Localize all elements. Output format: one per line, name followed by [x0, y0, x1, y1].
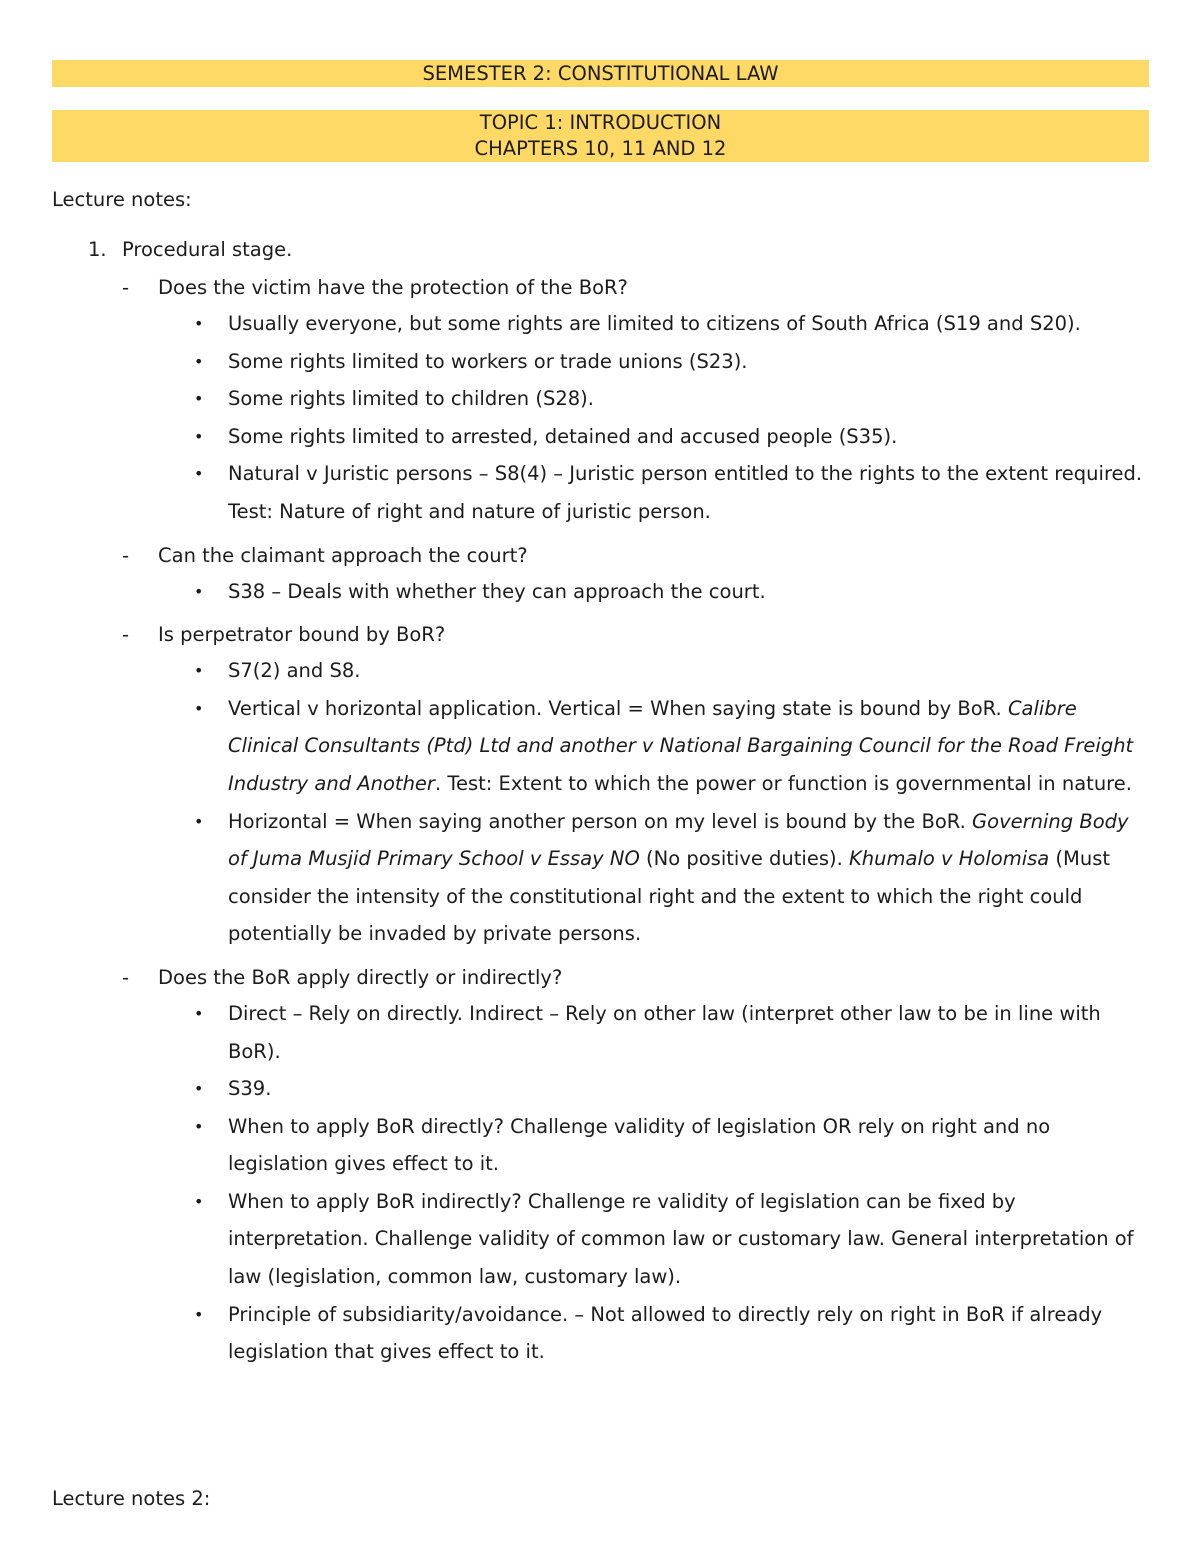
list-item — [52, 652, 1149, 690]
case-citation: Governing Body of Juma Musjid Primary School v Essay NO — [228, 809, 1129, 871]
dash-marker: - — [122, 543, 130, 567]
bullet-list — [52, 995, 1149, 1371]
bullet-icon: • — [194, 1079, 204, 1099]
semester-title: SEMESTER 2: CONSTITUTIONAL LAW — [422, 62, 779, 85]
bullet-text-post: . Test: Extent to which the power or function is governmental in nature. — [434, 771, 1132, 795]
list-item — [52, 305, 1149, 343]
document-page — [52, 60, 1149, 1371]
bullet-icon: • — [194, 314, 204, 333]
bullet-text: Usually everyone, but some rights are limited to citizens of South Africa (S19 and S20). — [228, 312, 1081, 335]
sections-container — [52, 275, 1149, 1371]
list-item — [52, 455, 1149, 530]
bullet-icon: • — [194, 426, 204, 446]
lecture-notes-2-label: Lecture notes 2: — [52, 1487, 211, 1510]
dash-marker: - — [122, 623, 130, 647]
list-number: 1. — [88, 238, 107, 261]
list-item — [52, 1296, 1149, 1371]
list-item — [52, 1183, 1149, 1296]
section-question — [52, 275, 1149, 301]
section-question — [52, 622, 1149, 648]
question-text: Is perpetrator bound by BoR? — [158, 623, 446, 647]
bullet-text: S38 – Deals with whether they can approach the court. — [228, 579, 766, 603]
question-text: Can the claimant approach the court? — [158, 543, 528, 567]
bullet-text: Principle of subsidiarity/avoidance. – Not allowed to directly rely on right in BoR if already legislation that gives effect to it. — [228, 1302, 1103, 1364]
bullet-text: Natural v Juristic persons – S8(4) – Juristic person entitled to the rights to the extent required. Test: Nature of right and nature of juristic person. — [228, 462, 1143, 523]
bullet-icon: • — [194, 351, 204, 371]
bullet-icon: • — [194, 1116, 204, 1136]
list-item — [52, 418, 1149, 456]
section-question — [52, 965, 1149, 991]
bullet-text: When to apply BoR indirectly? Challenge re validity of legislation can be fixed by interpretation. Challenge validity of common law or customary law. General interpretation of law (legislation, common law, customary law). — [228, 1189, 1134, 1289]
bullet-text: S39. — [228, 1077, 272, 1101]
list-item — [52, 1108, 1149, 1183]
bullet-icon: • — [194, 389, 204, 409]
list-item — [52, 1070, 1149, 1108]
bullet-icon: • — [194, 698, 204, 718]
bullet-icon: • — [194, 464, 204, 484]
bullet-text: S7(2) and S8. — [228, 659, 361, 683]
bullet-text: Some rights limited to children (S28). — [228, 387, 594, 411]
section-question — [52, 543, 1149, 569]
bullet-text: Some rights limited to arrested, detained and accused people (S35). — [228, 424, 898, 448]
list-item — [52, 573, 1149, 611]
bullet-icon: • — [194, 1304, 204, 1324]
bullet-text: Direct – Rely on directly. Indirect – Rely on other law (interpret other law to be in line with BoR). — [228, 1001, 1101, 1063]
bullet-icon: • — [194, 661, 204, 681]
bullet-list — [52, 573, 1149, 611]
dash-marker: - — [122, 965, 130, 989]
bullet-list — [52, 652, 1149, 953]
bullet-text: Some rights limited to workers or trade unions (S23). — [228, 349, 748, 373]
dash-marker: - — [122, 276, 130, 299]
numbered-item-text: Procedural stage. — [122, 238, 293, 261]
bullet-icon: • — [194, 811, 204, 831]
bullet-text: When to apply BoR directly? Challenge validity of legislation OR rely on right and no legislation gives effect to it. — [228, 1114, 1051, 1176]
case-citation: Khumalo v Holomisa — [849, 847, 1050, 871]
list-item — [52, 690, 1149, 803]
list-item — [52, 803, 1149, 953]
bullet-icon: • — [194, 1003, 204, 1023]
bullet-icon: • — [194, 1191, 204, 1211]
bullet-text-pre: Horizontal = When saying another person on my level is bound by the BoR. — [228, 809, 973, 833]
topic-banner — [52, 110, 1149, 162]
question-text: Does the BoR apply directly or indirectly? — [158, 965, 563, 989]
bullet-list — [52, 305, 1149, 531]
case-citation: Calibre Clinical Consultants (Ptd) Ltd and another v National Bargaining Council for the Road Freight Industry and Another — [228, 696, 1134, 795]
chapters-line: CHAPTERS 10, 11 AND 12 — [474, 137, 727, 160]
semester-banner — [52, 60, 1149, 87]
numbered-item — [52, 237, 1149, 263]
list-item — [52, 995, 1149, 1070]
list-item — [52, 343, 1149, 381]
bullet-text-post: (Must consider the intensity of the constitutional right and the extent to which the right could potentially be invaded by private persons. — [228, 847, 1111, 946]
bullet-icon: • — [194, 581, 204, 601]
topic-title: TOPIC 1: INTRODUCTION — [479, 111, 722, 134]
lecture-notes-label: Lecture notes: — [52, 188, 192, 211]
bullet-text-pre: Vertical v horizontal application. Vertical = When saying state is bound by BoR. — [228, 696, 1008, 720]
list-item — [52, 380, 1149, 418]
question-text: Does the victim have the protection of the BoR? — [158, 276, 628, 299]
bullet-text-post: (No positive duties). — [639, 847, 850, 871]
